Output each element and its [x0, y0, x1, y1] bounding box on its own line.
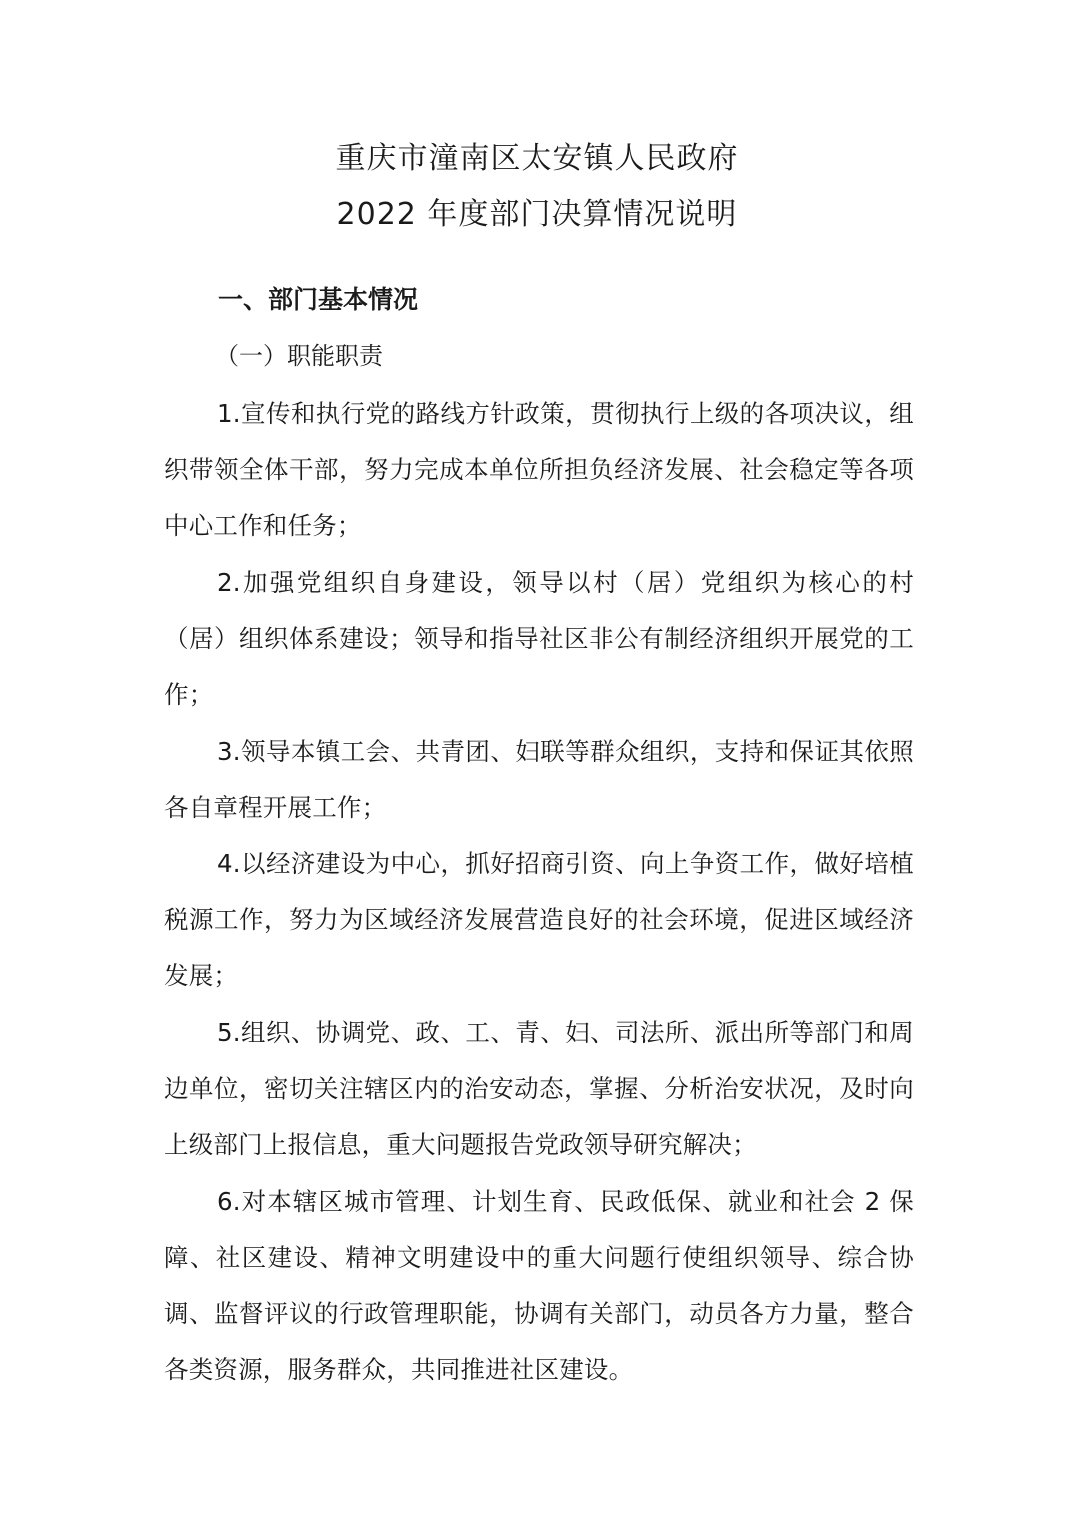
section-heading: 一、部门基本情况	[218, 285, 419, 314]
subsection-heading: （一）职能职责	[215, 342, 383, 370]
document-title-line1: 重庆市潼南区太安镇人民政府	[335, 141, 739, 176]
paragraph-4: 4.以经济建设为中心，抓好招商引资、向上争资工作，做好培植税源工作，努力为区域经济发展营造良好的社会环境，促进区域经济发展；	[164, 849, 914, 990]
paragraph-1: 1.宣传和执行党的路线方针政策，贯彻执行上级的各项决议，组织带领全体干部，努力完成本单位所担负经济发展、社会稳定等各项中心工作和任务；	[164, 399, 914, 540]
paragraph-3: 3.领导本镇工会、共青团、妇联等群众组织，支持和保证其依照各自章程开展工作；	[164, 737, 914, 822]
paragraph-5: 5.组织、协调党、政、工、青、妇、司法所、派出所等部门和周边单位，密切关注辖区内的治安动态，掌握、分析治安状况，及时向上级部门上报信息，重大问题报告党政领导研究解决；	[164, 1018, 914, 1159]
paragraph-2: 2.加强党组织自身建设，领导以村（居）党组织为核心的村（居）组织体系建设；领导和指导社区非公有制经济组织开展党的工作；	[164, 568, 914, 709]
document-title-line2: 2022 年度部门决算情况说明	[336, 197, 738, 232]
paragraph-6: 6.对本辖区城市管理、计划生育、民政低保、就业和社会 2 保障、社区建设、精神文明建设中的重大问题行使组织领导、综合协调、监督评议的行政管理职能，协调有关部门，动员各方力量，整合各类资源，服务群众，共同推进社区建设。	[164, 1187, 914, 1384]
